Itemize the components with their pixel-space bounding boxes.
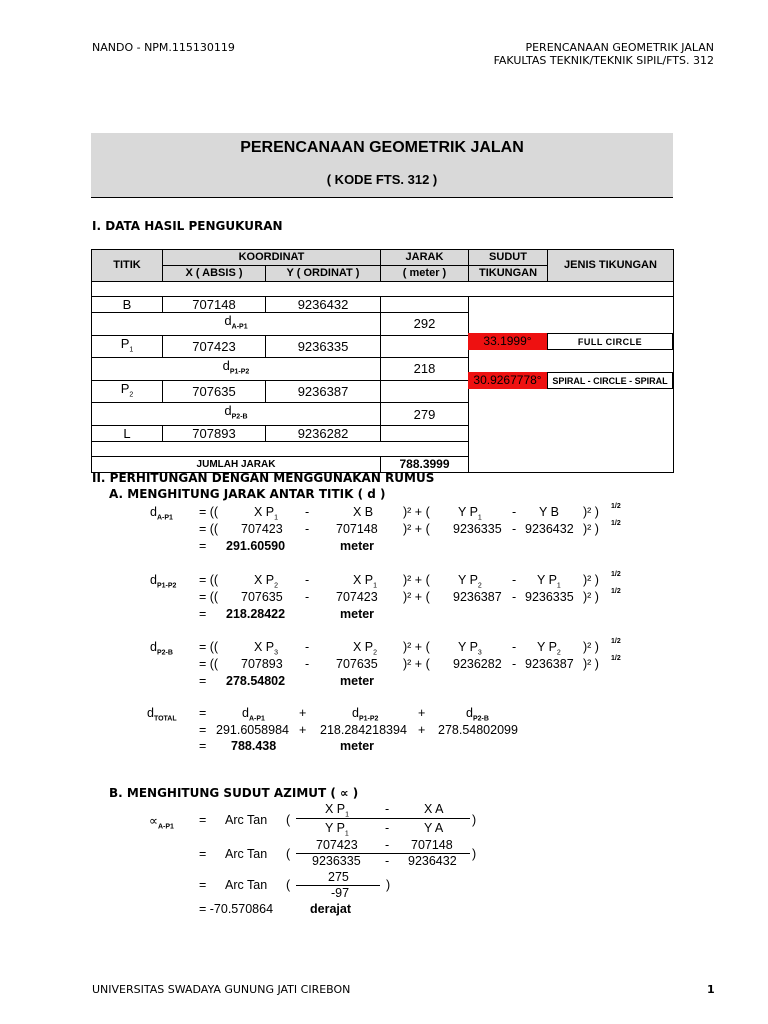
value: 707148 [411, 838, 453, 852]
op: - [512, 640, 517, 654]
dtotal-label: $d_{TOTAL}$ [147, 706, 177, 723]
term: Y $P_1$ [537, 573, 561, 590]
jenis-p1: FULL CIRCLE [547, 333, 673, 350]
cell-jarak [381, 297, 469, 313]
unit: meter [340, 539, 375, 553]
value: 9236335 [453, 522, 502, 536]
page-number: 1 [707, 983, 715, 996]
op: = (( [199, 505, 219, 519]
d1-label: $d_{A-P1}$ [150, 505, 173, 522]
cell-y: 9236335 [266, 335, 381, 358]
col-sudut: SUDUT [469, 250, 548, 266]
op: - [305, 657, 310, 671]
col-koordinat: KOORDINAT [163, 250, 381, 266]
op: )² ) [583, 590, 599, 604]
value: -97 [331, 886, 350, 900]
op: )² + ( [403, 590, 430, 604]
cell-dist-label: $d_{A-P1}$ [92, 313, 381, 336]
term: $d_{A-P1}$ [242, 706, 265, 723]
d1-result: 291.60590 [226, 539, 286, 553]
op: = (( [199, 640, 219, 654]
arc-tan: Arc Tan [225, 813, 268, 827]
cell-jarak: 279 [381, 403, 469, 426]
spacer-row [92, 282, 674, 297]
cell-x: 707148 [163, 297, 266, 313]
op: = (( [199, 522, 219, 536]
op: - [512, 505, 517, 519]
table-row [92, 297, 674, 313]
cell-x: 707893 [163, 425, 266, 441]
term: $d_{P2-B}$ [466, 706, 489, 723]
unit: meter [340, 607, 375, 621]
term: X $P_2$ [254, 573, 279, 590]
col-y: Y ( ORDINAT ) [266, 266, 381, 282]
section-2a-heading: A. MENGHITUNG JARAK ANTAR TITIK ( d ) [109, 487, 386, 501]
cell-titik: L [92, 425, 163, 441]
unit: derajat [310, 902, 351, 916]
col-x: X ( ABSIS ) [163, 266, 266, 282]
cell-dist-label: $d_{P1-P2}$ [92, 358, 381, 381]
title-box [91, 133, 673, 198]
value: 707635 [241, 590, 283, 604]
cell-jarak [381, 335, 469, 358]
cell-titik: $P_1$ [92, 335, 163, 358]
section-2-heading: II. PERHITUNGAN DENGAN MENGGUNAKAN RUMUS [92, 471, 435, 485]
footer-university: UNIVERSITAS SWADAYA GUNUNG JATI CIREBON [92, 983, 351, 996]
total-label: JUMLAH JARAK [92, 456, 381, 472]
value: 275 [328, 870, 349, 884]
exponent: 1/2 [611, 571, 621, 578]
cell-jarak: 292 [381, 313, 469, 336]
total-value: 788.3999 [381, 456, 469, 472]
cell-jarak: 218 [381, 358, 469, 381]
col-titik: TITIK [92, 250, 163, 282]
op: - [512, 657, 517, 671]
op: - [512, 590, 517, 604]
value: 9236335 [312, 854, 361, 868]
col-jenis: JENIS TIKUNGAN [548, 250, 674, 282]
col-jarak: JARAK [381, 250, 469, 266]
term: Y $P_2$ [537, 640, 561, 657]
value: 9236387 [525, 657, 574, 671]
op: - [305, 505, 310, 519]
op: - [512, 573, 517, 587]
value: 9236432 [525, 522, 574, 536]
dtotal-result: 788.438 [231, 739, 277, 753]
cell-jarak [381, 380, 469, 403]
section-1-heading: I. DATA HASIL PENGUKURAN [92, 219, 283, 233]
op: = (( [199, 590, 219, 604]
col-jarak-unit: ( meter ) [381, 266, 469, 282]
term: X $P_3$ [254, 640, 279, 657]
op: )² ) [583, 640, 599, 654]
cell-titik: $P_2$ [92, 380, 163, 403]
unit: meter [340, 739, 375, 753]
op: = [199, 706, 207, 720]
value: 707423 [316, 838, 358, 852]
cell-y: 9236387 [266, 380, 381, 403]
arc-tan: Arc Tan [225, 847, 268, 861]
value: 707423 [241, 522, 283, 536]
section-2b-heading: B. MENGHITUNG SUDUT AZIMUT ( ∝ ) [109, 786, 359, 800]
op: - [305, 640, 310, 654]
op: - [305, 590, 310, 604]
cell-y: 9236282 [266, 425, 381, 441]
value: 9236335 [525, 590, 574, 604]
unit: meter [340, 674, 375, 688]
exponent: 1/2 [611, 503, 621, 510]
cell-dist-label: $d_{P2-B}$ [92, 403, 381, 426]
document-title: PERENCANAAN GEOMETRIK JALAN [240, 139, 524, 156]
term: X $P_1$ [353, 573, 378, 590]
value: 9236432 [408, 854, 457, 868]
term: X B [353, 505, 374, 519]
cell-jarak [381, 425, 469, 441]
op: )² + ( [403, 522, 430, 536]
value: 707635 [336, 657, 378, 671]
exponent: 1/2 [611, 638, 621, 645]
num1: X $P_1$ [325, 802, 350, 819]
value: 707893 [241, 657, 283, 671]
op: )² + ( [403, 657, 430, 671]
term: Y $P_1$ [458, 505, 482, 522]
op: - [305, 573, 310, 587]
exponent: 1/2 [611, 588, 621, 595]
op: = (( [199, 657, 219, 671]
azimuth-result: = -70.570864 [199, 902, 274, 916]
term: $d_{P1-P2}$ [352, 706, 379, 723]
sudut-p1: 33.1999° [468, 333, 547, 350]
data-table [91, 249, 674, 473]
op: + [299, 706, 307, 720]
col-sudut-2: TIKUNGAN [469, 266, 548, 282]
term: Y A [424, 821, 444, 835]
value: 707148 [336, 522, 378, 536]
arc-tan: Arc Tan [225, 878, 268, 892]
term: Y B [539, 505, 559, 519]
fraction-bar [296, 818, 470, 819]
value: 707423 [336, 590, 378, 604]
value: 291.6058984 [216, 723, 289, 737]
op: )² ) [583, 522, 599, 536]
spacer-row [92, 441, 469, 456]
term: X $P_1$ [254, 505, 279, 522]
jenis-p2: SPIRAL - CIRCLE - SPIRAL [547, 372, 673, 389]
op: + [418, 706, 426, 720]
op: )² + ( [403, 640, 430, 654]
op: - [512, 522, 517, 536]
cell-x: 707423 [163, 335, 266, 358]
header-title: PERENCANAAN GEOMETRIK JALAN [525, 41, 714, 54]
sudut-p2: 30.9267778° [468, 372, 547, 389]
op: )² ) [583, 573, 599, 587]
d3-result: 278.54802 [226, 674, 286, 688]
header-author: NANDO - NPM.115130119 [92, 41, 235, 54]
op: - [305, 522, 310, 536]
exponent: 1/2 [611, 655, 621, 662]
cell-x: 707635 [163, 380, 266, 403]
op: )² ) [583, 657, 599, 671]
op: )² + ( [403, 505, 430, 519]
d3-label: $d_{P2-B}$ [150, 640, 173, 657]
den1: Y $P_1$ [325, 821, 349, 838]
cell-titik: B [92, 297, 163, 313]
document-code: ( KODE FTS. 312 ) [326, 172, 438, 187]
exponent: 1/2 [611, 520, 621, 527]
d2-result: 218.28422 [226, 607, 286, 621]
term: X $P_2$ [353, 640, 378, 657]
header-faculty: FAKULTAS TEKNIK/TEKNIK SIPIL/FTS. 312 [493, 54, 714, 67]
op: = (( [199, 573, 219, 587]
term: Y $P_3$ [458, 640, 482, 657]
op: )² ) [583, 505, 599, 519]
term: Y $P_2$ [458, 573, 482, 590]
azimuth-label: $\propto_{A-P1}$ [149, 814, 174, 831]
d2-label: $d_{P1-P2}$ [150, 573, 177, 590]
value: 278.54802099 [438, 723, 518, 737]
value: 218.284218394 [320, 723, 407, 737]
value: 9236282 [453, 657, 502, 671]
term: X A [424, 802, 444, 816]
op: )² + ( [403, 573, 430, 587]
cell-y: 9236432 [266, 297, 381, 313]
value: 9236387 [453, 590, 502, 604]
